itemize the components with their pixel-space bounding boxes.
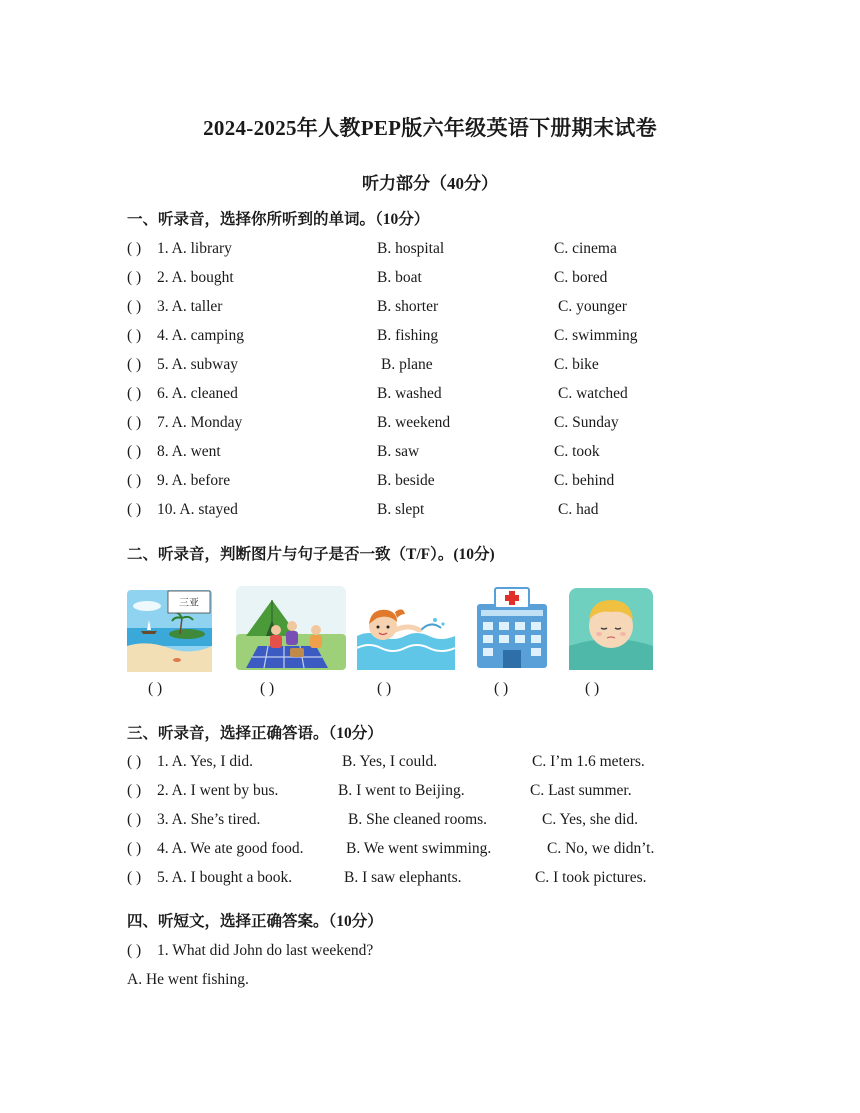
basket-icon	[290, 648, 304, 657]
answer-blank[interactable]: ( )	[127, 385, 142, 402]
option-a: 9. A. before	[157, 472, 231, 489]
section3-heading: 三、听录音，选择正确答语。（10分）	[127, 725, 383, 742]
answer-blank[interactable]: ( )	[127, 472, 142, 489]
option-b: B. beside	[377, 472, 435, 489]
option-a: 1. A. Yes, I did.	[157, 753, 254, 770]
option-a: 4. A. camping	[157, 327, 244, 344]
beach-sign-text: 三亚	[179, 598, 199, 609]
section2-heading: 二、听录音，判断图片与句子是否一致（T/F）。(10分)	[127, 546, 495, 563]
answer-blank[interactable]: ( )	[127, 942, 142, 959]
answer-blank[interactable]: ( )	[127, 753, 142, 770]
option-b: B. Yes, I could.	[342, 753, 438, 770]
option-c: C. I’m 1.6 meters.	[532, 753, 645, 770]
option-a: 7. A. Monday	[157, 414, 243, 431]
listening-subtitle: 听力部分（40分）	[362, 174, 498, 193]
option-c: C. watched	[558, 385, 628, 402]
option-b: B. boat	[377, 269, 422, 286]
option-b: B. hospital	[377, 240, 445, 257]
answer-blank[interactable]: ( )	[127, 298, 142, 315]
option-a: 8. A. went	[157, 443, 221, 460]
option-c: C. Last summer.	[530, 782, 632, 799]
option-b: B. fishing	[377, 327, 439, 344]
option-c: C. took	[554, 443, 600, 460]
answer-blank[interactable]: ( )	[127, 269, 142, 286]
answer-blank[interactable]: ( )	[585, 680, 600, 697]
option-c: C. bored	[554, 269, 608, 286]
option-b: B. washed	[377, 385, 442, 402]
option-b: B. saw	[377, 443, 420, 460]
option-a: 3. A. She’s tired.	[157, 811, 261, 828]
option-a: 5. A. I bought a book.	[157, 869, 293, 886]
option-b: B. slept	[377, 501, 425, 518]
answer-blank[interactable]: ( )	[127, 840, 142, 857]
page-title: 2024-2025年人教PEP版六年级英语下册期末试卷	[203, 116, 657, 140]
option-a: 2. A. bought	[157, 269, 234, 286]
option-b: B. plane	[381, 356, 433, 373]
option-c: C. bike	[554, 356, 599, 373]
answer-blank[interactable]: ( )	[127, 356, 142, 373]
picture-answer-row	[0, 680, 860, 702]
option-c: C. swimming	[554, 327, 638, 344]
picture-row	[0, 582, 860, 674]
answer-blank[interactable]: ( )	[127, 414, 142, 431]
option-a: A. He went fishing.	[127, 971, 249, 988]
answer-blank[interactable]: ( )	[494, 680, 509, 697]
option-a: 4. A. We ate good food.	[157, 840, 304, 857]
option-a: 10. A. stayed	[157, 501, 238, 518]
swimming-picture	[357, 600, 455, 670]
answer-blank[interactable]: ( )	[127, 443, 142, 460]
section4-heading: 四、听短文，选择正确答案。（10分）	[127, 913, 383, 930]
answer-blank[interactable]: ( )	[127, 811, 142, 828]
option-b: B. shorter	[377, 298, 439, 315]
hospital-door	[503, 650, 521, 668]
answer-blank[interactable]: ( )	[148, 680, 163, 697]
section1-heading: 一、听录音，选择你所听到的单词。（10分）	[127, 211, 430, 228]
option-c: C. No, we didn’t.	[547, 840, 655, 857]
option-a: 1. A. library	[157, 240, 232, 257]
option-c: C. Yes, she did.	[542, 811, 639, 828]
option-b: B. She cleaned rooms.	[348, 811, 488, 828]
answer-blank[interactable]: ( )	[127, 501, 142, 518]
option-a: 2. A. I went by bus.	[157, 782, 279, 799]
option-c: C. Sunday	[554, 414, 619, 431]
camping-picnic-picture	[236, 586, 346, 670]
option-b: B. weekend	[377, 414, 451, 431]
answer-blank[interactable]: ( )	[127, 782, 142, 799]
answer-blank[interactable]: ( )	[127, 327, 142, 344]
option-a: 6. A. cleaned	[157, 385, 238, 402]
option-b: B. I saw elephants.	[344, 869, 462, 886]
option-c: C. cinema	[554, 240, 617, 257]
hospital-picture	[473, 582, 551, 670]
option-a: 3. A. taller	[157, 298, 223, 315]
answer-blank[interactable]: ( )	[127, 240, 142, 257]
option-c: C. younger	[558, 298, 627, 315]
option-c: C. behind	[554, 472, 615, 489]
option-b: B. I went to Beijing.	[338, 782, 465, 799]
answer-blank[interactable]: ( )	[377, 680, 392, 697]
option-c: C. I took pictures.	[535, 869, 647, 886]
option-c: C. had	[558, 501, 599, 518]
option-a: 5. A. subway	[157, 356, 238, 373]
option-b: B. We went swimming.	[346, 840, 492, 857]
answer-blank[interactable]: ( )	[260, 680, 275, 697]
beach-sanya-picture	[127, 590, 212, 672]
answer-blank[interactable]: ( )	[127, 869, 142, 886]
sleeping-boy-picture	[569, 588, 653, 670]
question-text: 1. What did John do last weekend?	[157, 942, 374, 959]
